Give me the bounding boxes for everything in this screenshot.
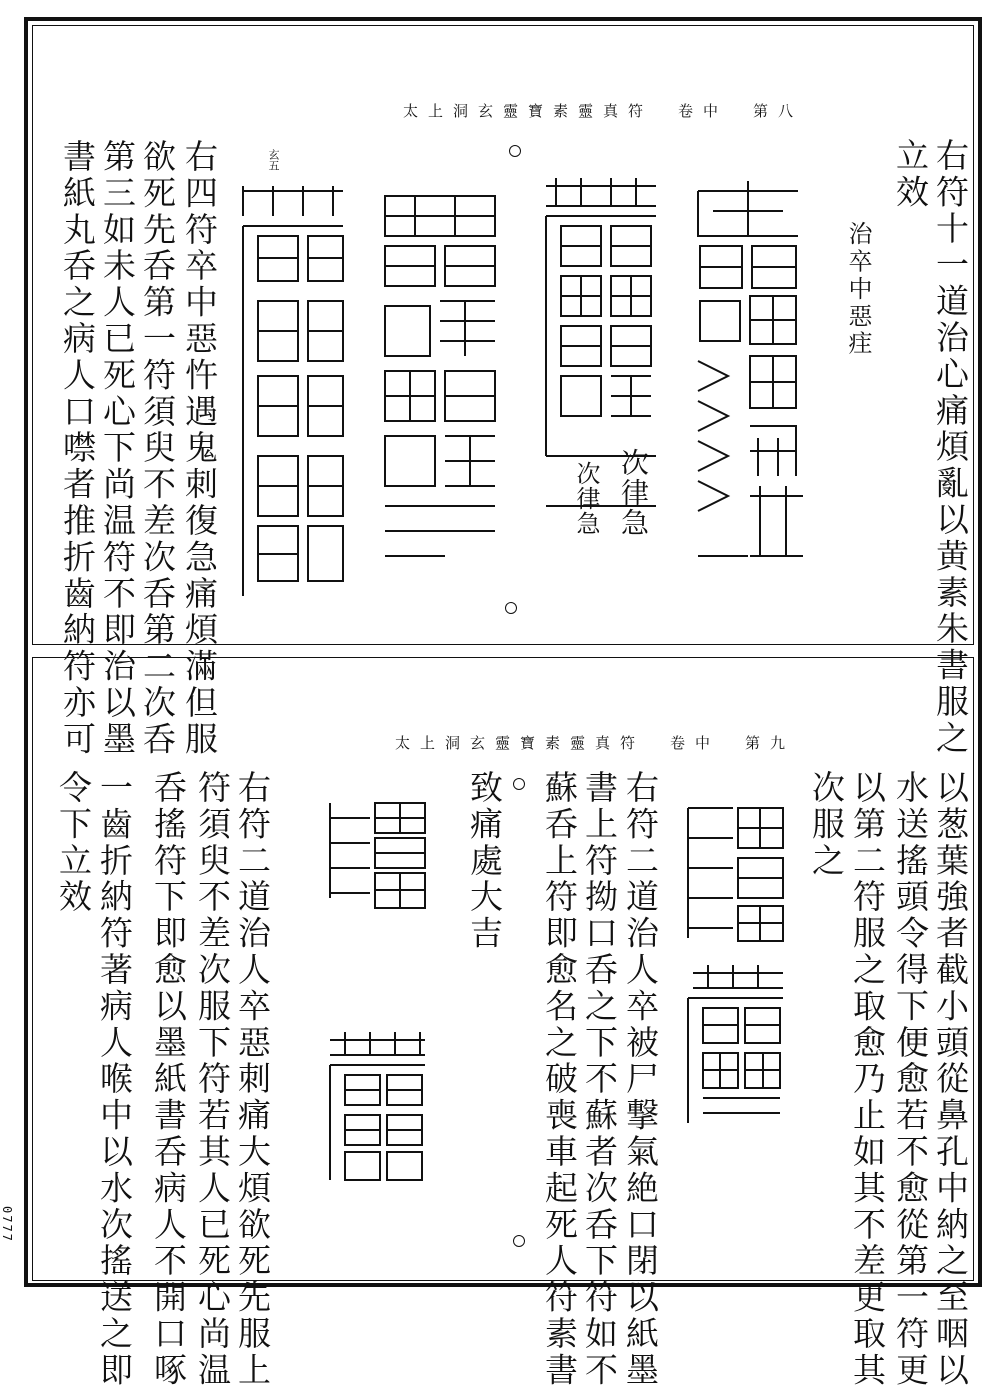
binding-hole: [505, 602, 517, 614]
text-column: 右符二道治人卒惡刺痛大煩欲死先服上: [233, 770, 272, 1389]
text-column: 令下立效: [54, 770, 93, 916]
page-frame: [24, 17, 982, 1389]
text-column: 一齒折納符著病人喉中以水次搖送之即: [95, 770, 134, 1389]
text-column: 次服之: [807, 770, 846, 880]
text-column: 致痛處大吉: [465, 770, 504, 952]
talisman-seal: [325, 1030, 435, 1190]
small-marginal-note: 玄五: [267, 149, 280, 171]
text-column: 立效: [891, 138, 930, 211]
running-header-bottom: 太上洞玄靈寶素靈真符 卷中 第九: [395, 734, 796, 752]
talisman-inscription: 次律急: [572, 461, 600, 536]
text-column: 符須臾不差次服下符若其人已死心尚温: [193, 770, 232, 1389]
talisman-seal: [683, 798, 793, 948]
text-column: 以葱葉強者截小頭從鼻孔中納之至咽以: [931, 770, 970, 1389]
running-header-top: 太上洞玄靈寶素靈真符 卷中 第八: [403, 102, 804, 120]
talisman-inscription: 次律急: [617, 448, 650, 538]
text-column: 右符二道治人卒被尸撃氣絶口閉以紙墨: [621, 770, 660, 1389]
text-column: 欲死先呑第一符須臾不差次呑第二次呑: [138, 139, 177, 758]
text-column: 蘇呑上符即愈名之破喪車起死人符素書: [540, 770, 579, 1389]
text-column: 治卒中惡疰: [844, 221, 872, 358]
binding-hole: [509, 145, 521, 157]
talisman-seal: [536, 176, 666, 566]
page-number: 0777: [0, 1206, 14, 1243]
talisman-seal: [375, 186, 505, 576]
text-column: 呑搖符下即愈以墨紙書呑病人不開口啄: [149, 770, 188, 1389]
talisman-seal: [233, 176, 353, 596]
text-column: 第三如未人已死心下尚温符不即治以墨: [98, 139, 137, 758]
text-column: 書紙丸呑之病人口噤者推折齒納符亦可: [58, 139, 97, 758]
text-column: 右符十一道治心痛煩亂以黄素朱書服之: [931, 138, 970, 757]
text-column: 右四符卒中惡忤遇鬼刺復急痛煩滿但服: [180, 139, 219, 758]
text-column: 書上符拗口呑之下不蘇者次呑下符如不: [580, 770, 619, 1389]
talisman-seal: [688, 176, 808, 596]
binding-hole: [513, 778, 525, 790]
talisman-seal: [325, 798, 435, 918]
bottom-page-panel: [32, 657, 974, 1389]
talisman-seal: [683, 963, 793, 1133]
text-column: 以第二符服之取愈乃止如其不差更取其: [848, 770, 887, 1389]
binding-hole: [513, 1235, 525, 1247]
text-column: 水送搖頭令得下便愈若不愈從第一符更: [891, 770, 930, 1389]
